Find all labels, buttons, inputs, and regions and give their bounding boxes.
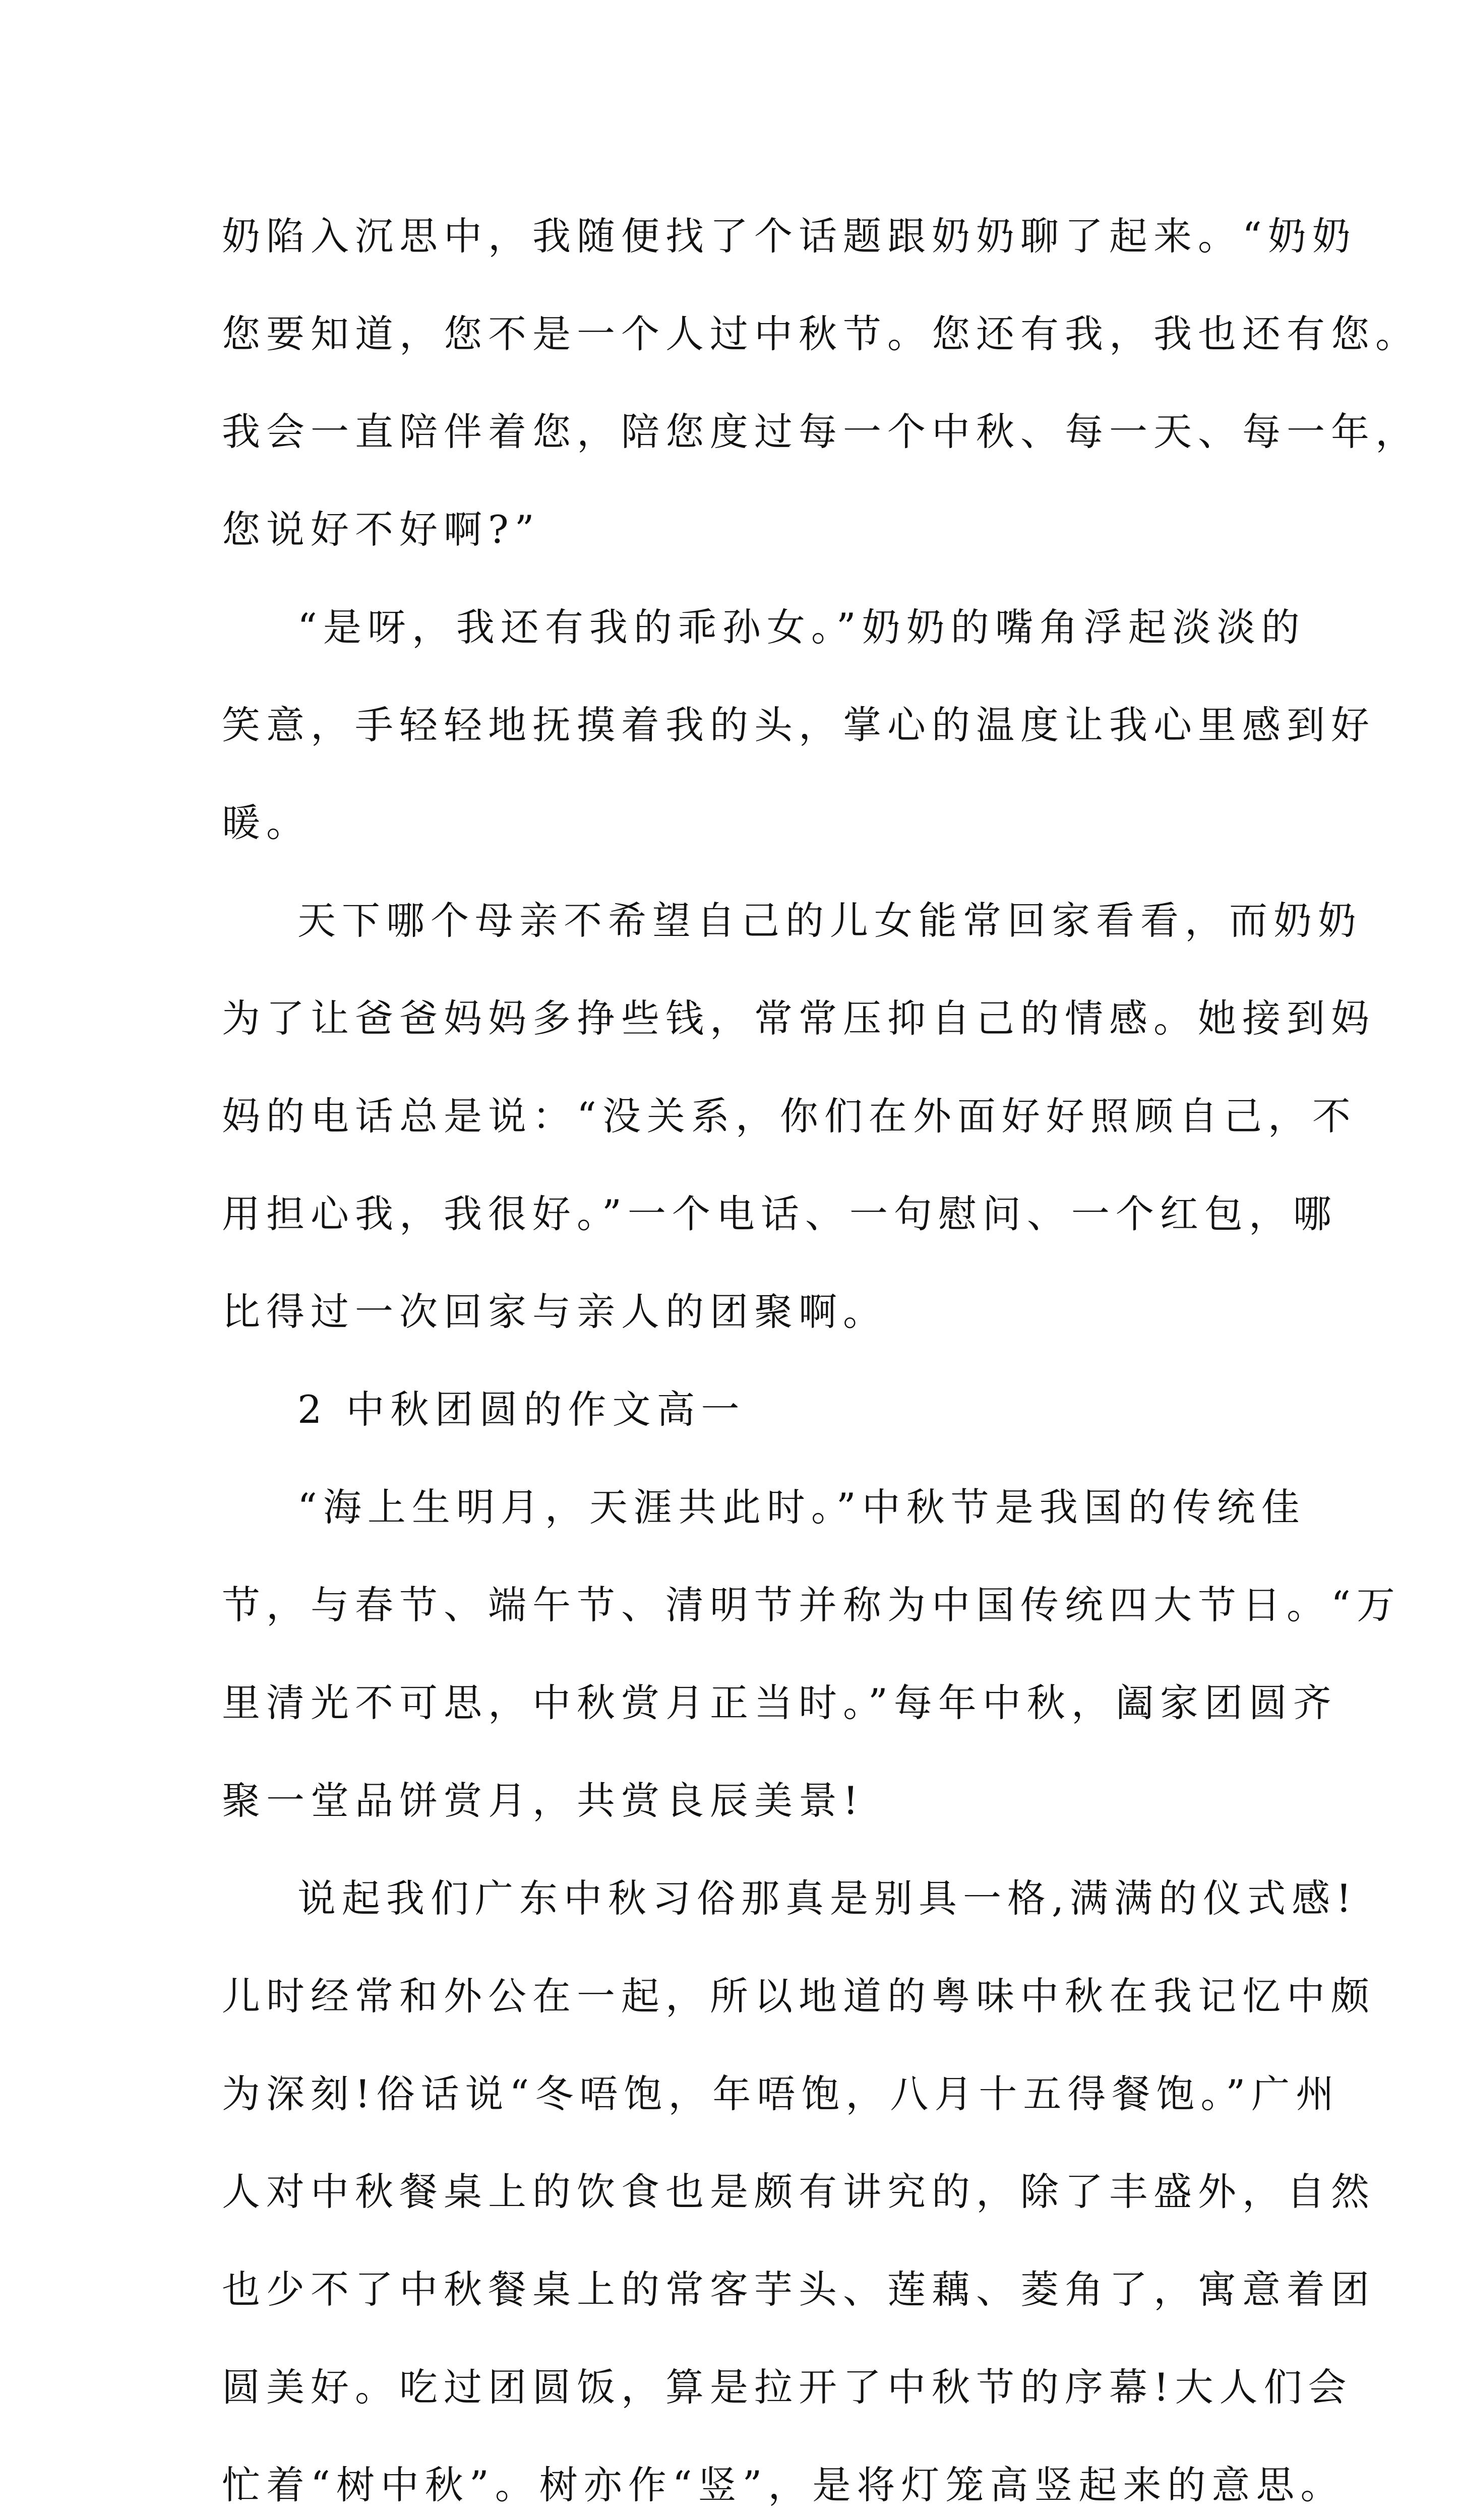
paragraph-1 bbox=[222, 187, 1420, 579]
text-line: “是呀，我还有我的乖孙女。”奶奶的嘴角浮起淡淡的 bbox=[297, 605, 1306, 650]
text-line: 说起我们广东中秋习俗那真是别具一格,满满的仪式感! bbox=[297, 1876, 1358, 1921]
text-line: 天下哪个母亲不希望自己的儿女能常回家看看，而奶奶 bbox=[297, 898, 1362, 943]
text-line: 也少不了中秋餐桌上的常客芋头、莲藕、菱角了，寓意着团 bbox=[222, 2267, 1375, 2312]
paragraph-4 bbox=[222, 1459, 1401, 1850]
text-line: 忙着“树中秋”。树亦作“竖”，是将灯笼高竖起来的意思。 bbox=[222, 2463, 1345, 2507]
text-line: 聚一堂品饼赏月，共赏良辰美景! bbox=[222, 1778, 865, 1823]
document-body bbox=[222, 187, 1420, 2520]
text-line: 比得过一次回家与亲人的团聚啊。 bbox=[222, 1289, 887, 1334]
section-heading bbox=[222, 1361, 1250, 1459]
text-line: 为了让爸爸妈妈多挣些钱，常常压抑自己的情感。她接到妈 bbox=[222, 996, 1375, 1041]
text-line: 节，与春节、端午节、清明节并称为中国传统四大节日。“万 bbox=[222, 1583, 1401, 1627]
text-line: 里清光不可思，中秋赏月正当时。”每年中秋，阖家团圆齐 bbox=[222, 1680, 1338, 1725]
text-line: 圆美好。吃过团圆饭，算是拉开了中秋节的序幕!大人们会 bbox=[222, 2365, 1353, 2410]
text-line: 暖。 bbox=[222, 800, 311, 845]
text-line: 奶陷入沉思中，我随便找了个话题跟奶奶聊了起来。“奶奶 bbox=[222, 214, 1357, 259]
paragraph-3 bbox=[222, 872, 1375, 1361]
text-line: 用担心我，我很好。”一个电话、一句慰问、一个红包，哪 bbox=[222, 1191, 1338, 1236]
text-line: 人对中秋餐桌上的饮食也是颇有讲究的，除了丰盛外，自然 bbox=[222, 2169, 1375, 2214]
section-title: 2 中秋团圆的作文高一 bbox=[297, 1387, 746, 1432]
text-line: 您说好不好啊?” bbox=[222, 507, 540, 552]
text-line: “海上生明月，天涯共此时。”中秋节是我国的传统佳 bbox=[297, 1485, 1306, 1530]
paragraph-2 bbox=[222, 579, 1375, 872]
paragraph-5 bbox=[222, 1850, 1375, 2520]
text-line: 为深刻!俗话说“冬唔饱，年唔饱，八月十五得餐饱。”广州 bbox=[222, 2071, 1341, 2116]
text-line: 儿时经常和外公在一起，所以地道的粤味中秋在我记忆中颇 bbox=[222, 1974, 1375, 2019]
text-line: 我会一直陪伴着您，陪您度过每一个中秋、每一天、每一年， bbox=[222, 409, 1420, 454]
text-line: 您要知道，您不是一个人过中秋节。您还有我，我也还有您。 bbox=[222, 311, 1420, 356]
text-line: 妈的电话总是说：“没关系，你们在外面好好照顾自己，不 bbox=[222, 1094, 1357, 1139]
text-line: 笑意，手轻轻地抚摸着我的头，掌心的温度让我心里感到好 bbox=[222, 703, 1375, 747]
